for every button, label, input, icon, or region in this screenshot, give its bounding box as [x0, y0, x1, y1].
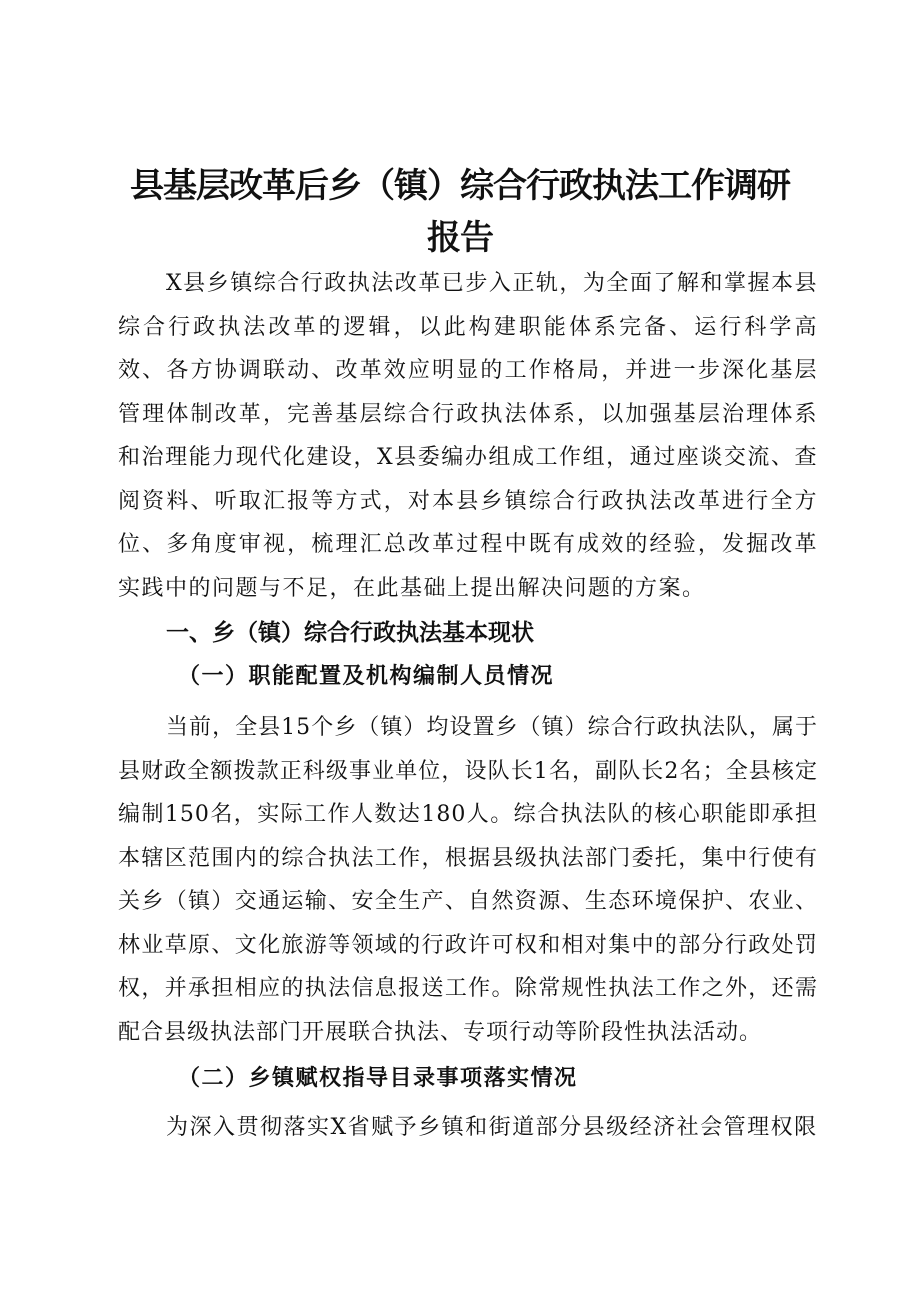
subsection-1-heading: （一）职能配置及机构编制人员情况 [178, 663, 555, 689]
subsection-2-heading: （二）乡镇赋权指导目录事项落实情况 [178, 1065, 578, 1091]
intro-paragraph: X县乡镇综合行政执法改革已步入正轨，为全面了解和掌握本县综合行政执法改革的逻辑，以此构建职能体系完备、运行科学高效、各方协调联动、改革效应明显的工作格局，并进一步深化基层管理体制改革，完善基层综合行政执法体系，以加强基层治理体系和治理能力现代化建设，X县委编办组成工作组，通过座谈交流、查阅资料、听取汇报等方式，对本县乡镇综合行政执法改革进行全方位、多角度审视，梳理汇总改革过程中既有成效的经验，发掘改革实践中的问题与不足，在此基础上提出解决问题的方案。 [118, 271, 818, 601]
section-1-heading: 一、乡（镇）综合行政执法基本现状 [166, 620, 534, 646]
subsection-1-paragraph: 当前，全县15个乡（镇）均设置乡（镇）综合行政执法队，属于县财政全额拨款正科级事业单位，设队长1名，副队长2名；全县核定编制150名，实际工作人数达180人。综合执法队的核心职能即承担本辖区范围内的综合执法工作，根据县级执法部门委托，集中行使有关乡（镇）交通运输、安全生产、自然资源、生态环境保护、农业、林业草原、文化旅游等领域的行政许可权和相对集中的部分行政处罚权，并承担相应的执法信息报送工作。除常规性执法工作之外，还需配合县级执法部门开展联合执法、专项行动等阶段性执法活动。 [118, 715, 818, 1045]
document-title-line-1: 县基层改革后乡（镇）综合行政执法工作调研 [130, 166, 790, 206]
subsection-2-paragraph: 为深入贯彻落实X省赋予乡镇和街道部分县级经济社会管理权限 [166, 1115, 818, 1140]
document-title-line-2: 报告 [427, 218, 493, 258]
